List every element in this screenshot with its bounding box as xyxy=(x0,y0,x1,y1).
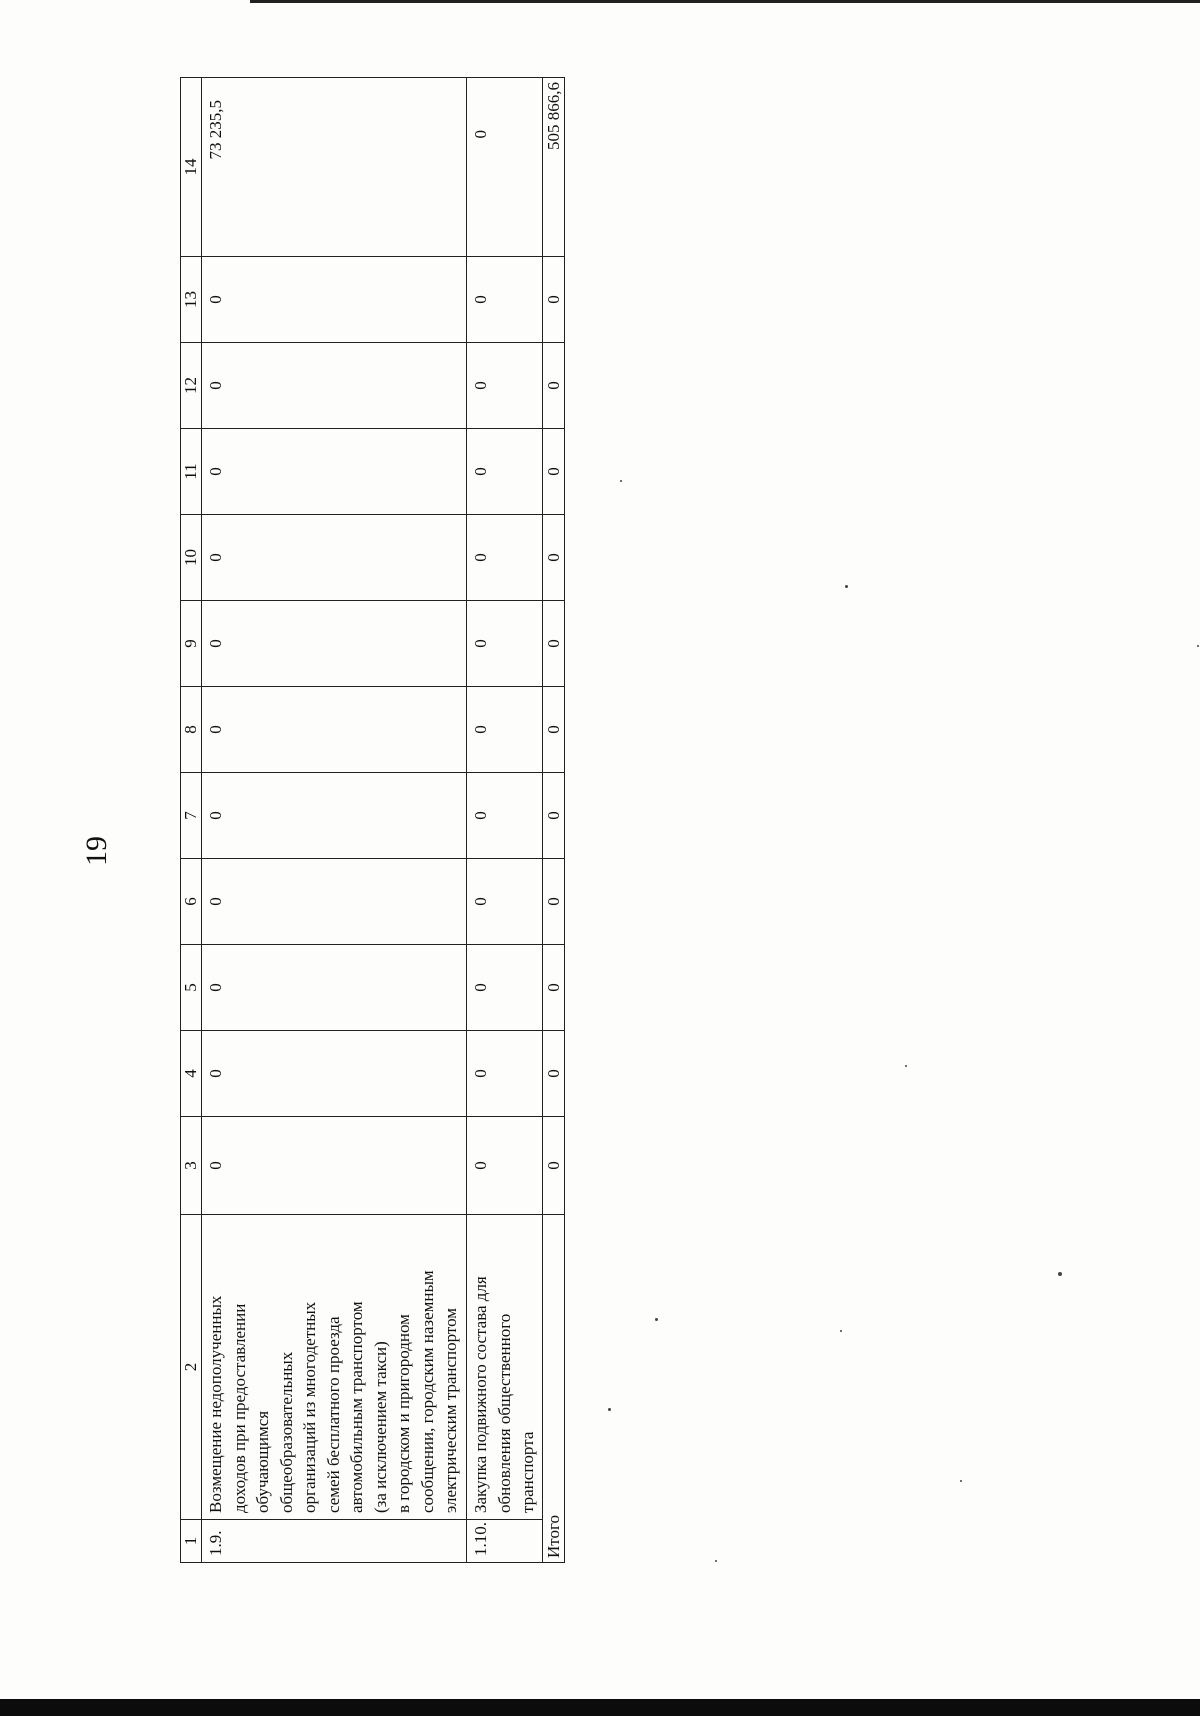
value-cell: 0 xyxy=(467,859,543,945)
header-cell: 2 xyxy=(181,1215,202,1520)
header-cell: 9 xyxy=(181,601,202,687)
value-cell: 0 xyxy=(202,343,467,429)
scan-speck xyxy=(1058,1272,1062,1276)
header-cell: 6 xyxy=(181,859,202,945)
row-code-cell: 1.9. xyxy=(202,1520,467,1563)
value-cell: 0 xyxy=(467,773,543,859)
header-cell: 12 xyxy=(181,343,202,429)
scan-speck xyxy=(655,1318,658,1321)
value-cell: 0 xyxy=(467,687,543,773)
header-cell: 3 xyxy=(181,1117,202,1215)
total-value-cell: 0 xyxy=(542,601,564,687)
header-cell: 8 xyxy=(181,687,202,773)
header-cell: 11 xyxy=(181,429,202,515)
scan-speck xyxy=(1197,645,1199,647)
table-row xyxy=(467,78,543,1563)
total-label-cell: Итого xyxy=(542,1215,564,1563)
scan-speck xyxy=(608,1408,611,1411)
value-cell: 0 xyxy=(202,945,467,1031)
scan-speck xyxy=(845,585,848,588)
total-value-cell: 0 xyxy=(542,515,564,601)
header-cell: 5 xyxy=(181,945,202,1031)
header-cell: 7 xyxy=(181,773,202,859)
scan-speck xyxy=(620,480,622,482)
value-cell: 0 xyxy=(202,773,467,859)
scan-speck xyxy=(960,1480,962,1482)
total-value-cell: 0 xyxy=(542,429,564,515)
value-cell-total-col: 73 235,5 xyxy=(202,78,467,257)
scan-speck xyxy=(715,1560,717,1562)
value-cell: 0 xyxy=(467,429,543,515)
value-cell-total-col: 0 xyxy=(467,78,543,257)
value-cell: 0 xyxy=(202,515,467,601)
table-wrapper xyxy=(180,78,563,1563)
scan-edge-line xyxy=(250,0,1200,3)
total-value-cell: 0 xyxy=(542,1117,564,1215)
scan-speck xyxy=(905,1065,907,1067)
value-cell: 0 xyxy=(467,1031,543,1117)
value-cell: 0 xyxy=(202,257,467,343)
table-total-row xyxy=(542,78,564,1563)
row-code-cell: 1.10. xyxy=(467,1520,543,1563)
scan-speck xyxy=(840,1330,842,1332)
scan-edge-bar xyxy=(0,1699,1200,1716)
total-value-cell: 0 xyxy=(542,773,564,859)
value-cell: 0 xyxy=(202,601,467,687)
total-value-cell: 0 xyxy=(542,257,564,343)
row-name-cell: Закупка подвижного состава для обновления общественного транспорта xyxy=(467,1215,543,1520)
rotated-table-container xyxy=(180,78,563,1563)
value-cell: 0 xyxy=(202,1117,467,1215)
total-value-cell: 0 xyxy=(542,343,564,429)
header-cell: 10 xyxy=(181,515,202,601)
value-cell: 0 xyxy=(467,257,543,343)
page-number: 19 xyxy=(80,836,113,866)
value-cell: 0 xyxy=(467,945,543,1031)
row-name-cell: Возмещение недополученных доходов при предоставлении обучающимся общеобразовательных организаций из многодетных семей бесплатного проезда автомобильным транспортом (за исключением такси) в городском и пригородном сообщении, городским наземным электрическим транспортом xyxy=(202,1215,467,1520)
value-cell: 0 xyxy=(202,859,467,945)
value-cell: 0 xyxy=(202,1031,467,1117)
value-cell: 0 xyxy=(467,1117,543,1215)
total-value-cell: 0 xyxy=(542,1031,564,1117)
value-cell: 0 xyxy=(467,343,543,429)
value-cell: 0 xyxy=(467,601,543,687)
table-header-row xyxy=(181,78,202,1563)
table-row xyxy=(202,78,467,1563)
header-cell: 4 xyxy=(181,1031,202,1117)
grand-total-cell: 505 866,6 xyxy=(542,78,564,257)
header-cell: 13 xyxy=(181,257,202,343)
header-cell: 1 xyxy=(181,1520,202,1563)
value-cell: 0 xyxy=(467,515,543,601)
value-cell: 0 xyxy=(202,687,467,773)
data-table xyxy=(180,77,565,1563)
total-value-cell: 0 xyxy=(542,687,564,773)
header-cell: 14 xyxy=(181,78,202,257)
total-value-cell: 0 xyxy=(542,945,564,1031)
total-value-cell: 0 xyxy=(542,859,564,945)
value-cell: 0 xyxy=(202,429,467,515)
